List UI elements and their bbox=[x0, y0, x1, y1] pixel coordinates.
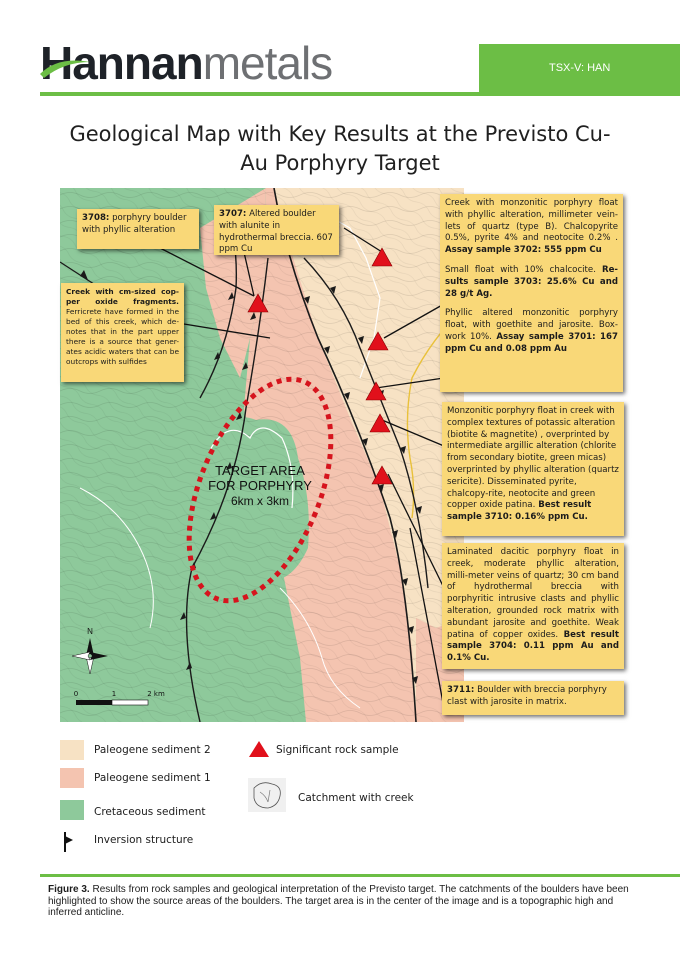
callout-samples-3702-3703-3701 bbox=[440, 194, 623, 392]
callout-creek-bold: Creek with cm-sized cop-per oxide fragments. bbox=[66, 287, 179, 306]
legend-swatch-cretaceous bbox=[60, 800, 84, 820]
caption-text: Results from rock samples and geological interpretation of the Previsto target. The catchments of the boulders have been highlighted to show the source areas of the boulders. The target area is in the center of the image and is a topographic high and inferred anticline. bbox=[48, 884, 629, 918]
callout-3707-text: Altered boulder with alunite in hydrothermal breccia. 607 ppm Cu bbox=[219, 209, 333, 255]
logo-light-text: metals bbox=[202, 37, 333, 89]
legend-label-paleogene-2: Paleogene sediment 2 bbox=[94, 744, 211, 756]
callout-sample-3704 bbox=[442, 543, 624, 669]
callout-sample-3708 bbox=[77, 209, 199, 249]
callout-sample-3710 bbox=[442, 402, 624, 536]
callout-3704-text: Laminated dacitic porphyry float in creek, moderate phyllic alteration, milli-meter veins of quartz; 30 cm band of hydrothermal breccia with porphyritic intrusive clasts and phyllic alteration, grounded rock matrix with abundant jarosite and goethite. Weak patina of copper oxides. bbox=[447, 547, 619, 640]
scale-label-0: 0 bbox=[73, 690, 79, 698]
callout-3710-result: Best result sample 3710: 0.16% ppm Cu. bbox=[447, 500, 592, 523]
legend-label-catchment: Catchment with creek bbox=[298, 792, 414, 804]
logo-swoosh-icon bbox=[38, 54, 92, 80]
target-label-line-1: TARGET AREA bbox=[215, 463, 305, 478]
callout-3703 bbox=[445, 265, 618, 300]
callout-3707-id: 3707: bbox=[219, 209, 247, 219]
ticker-text: TSX-V: HAN bbox=[549, 62, 611, 74]
callout-3711-id: 3711: bbox=[447, 685, 475, 695]
sample-triangle-icon bbox=[248, 739, 270, 759]
map-canvas bbox=[60, 188, 464, 722]
callout-sample-3711 bbox=[442, 681, 624, 715]
scale-label-1: 1 bbox=[111, 690, 117, 698]
title-line-1: Geological Map with Key Results at the Previsto Cu- bbox=[69, 122, 611, 146]
caption-divider bbox=[40, 874, 680, 877]
contour-lines-2 bbox=[60, 188, 464, 722]
legend-label-paleogene-1: Paleogene sediment 1 bbox=[94, 772, 211, 784]
legend-swatch-paleogene-2 bbox=[60, 740, 84, 760]
target-label-line-2: FOR PORPHYRY bbox=[208, 478, 312, 493]
catchment-icon bbox=[248, 778, 286, 812]
callout-3704-result: Best result sample 3704: 0.11 ppm Au and 0.1% Cu. bbox=[447, 629, 619, 664]
callout-3701-result: Assay sample 3701: 167 ppm Cu and 0.08 ppm Au bbox=[445, 331, 618, 354]
callout-3702 bbox=[445, 198, 618, 257]
logo-bold-text: Hannan bbox=[40, 37, 203, 89]
callout-3710-text: Monzonitic porphyry float in creek with complex textures of potassic alteration (biotite & magnetite) , overprinted by intermediate argillic alteration (chlorite from secondary biotite, green micas) overprinted by phyllic alteration (quartz sericite). Disseminated pyrite, chalcopy-rite, neotocite and green copper oxide patina. bbox=[447, 406, 619, 511]
callout-creek-text: Ferricrete have formed in the bed of this creek, which de-notes that in the part upper there is a source that gener-ates acidic waters that can be outcrops with sulfides bbox=[66, 307, 179, 366]
title-line-2: Au Porphyry Target bbox=[240, 151, 440, 175]
scale-label-2: 2 km bbox=[147, 690, 165, 698]
company-logo bbox=[40, 37, 333, 89]
callout-3703-result: Re-sults sample 3703: 25.6% Cu and 28 g/t Ag. bbox=[445, 264, 618, 299]
inversion-structure-icon bbox=[60, 830, 80, 854]
callout-3702-result: Assay sample 3702: 555 ppm Cu bbox=[445, 245, 602, 256]
target-label-line-3: 6km x 3km bbox=[230, 494, 290, 508]
figure-caption bbox=[48, 884, 644, 919]
legend-label-sample: Significant rock sample bbox=[276, 744, 399, 756]
header-divider bbox=[40, 92, 680, 96]
callout-3701 bbox=[445, 308, 618, 355]
callout-3711-text: Boulder with breccia porphyry clast with jarosite in matrix. bbox=[447, 685, 607, 707]
callout-3708-text: porphyry boulder with phyllic alteration bbox=[82, 213, 187, 235]
callout-sample-3707 bbox=[214, 205, 339, 255]
legend-label-cretaceous: Cretaceous sediment bbox=[94, 806, 206, 818]
caption-label: Figure 3. bbox=[48, 884, 90, 895]
callout-3708-id: 3708: bbox=[82, 213, 110, 223]
geological-map bbox=[60, 188, 464, 722]
north-label: N bbox=[87, 627, 93, 636]
callout-3701-text: Phyllic altered monzonitic porphyry float, with goethite and jarosite. Box-work 10%. bbox=[445, 308, 618, 342]
legend-swatch-paleogene-1 bbox=[60, 768, 84, 788]
callout-creek-copper-oxide bbox=[61, 283, 184, 382]
callout-3703-text: Small float with 10% chalcocite. bbox=[445, 264, 602, 275]
legend-label-inversion: Inversion structure bbox=[94, 834, 194, 846]
callout-3702-text: Creek with monzonitic porphyry float with phyllic alteration, millimeter vein-lets of quartz (type B). Chalcopyrite 0.5%, pyrite 4% and neotocite 0.2% . bbox=[445, 198, 618, 244]
page-title bbox=[40, 120, 640, 178]
